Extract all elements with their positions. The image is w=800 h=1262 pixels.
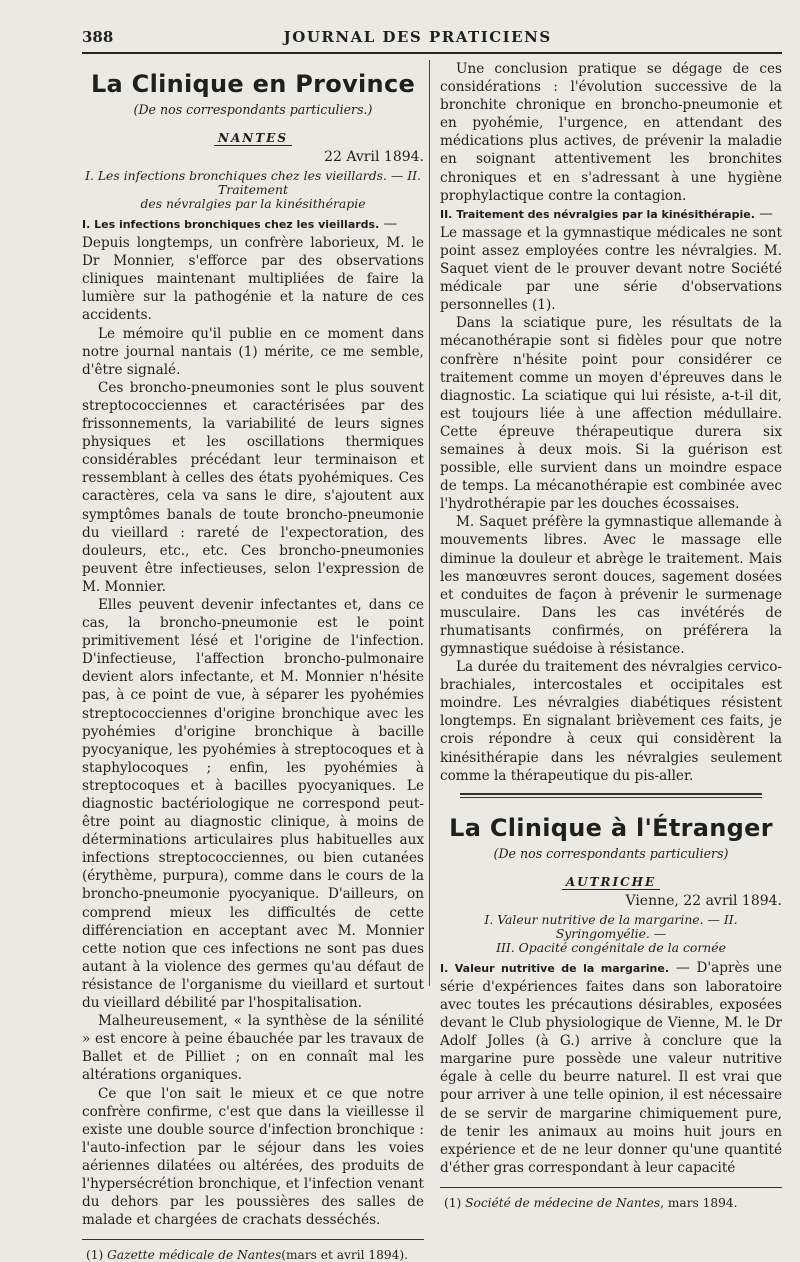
right-paragraph-4: M. Saquet préfère la gymnastique allemande à mouvements libres. Avec le massage elle diminue la douleur et abrège le traitement. Mais les manœuvres seront douces, sagement dosées et conduites de façon à prévenir le surmenage musculaire. Dans les cas invétérés de rhumatisants confirmés, on préférera la gymnastique suédoise à résistance. (440, 514, 782, 657)
left-dateline: 22 Avril 1894. (324, 149, 424, 165)
right-section-title: La Clinique à l'Étranger (449, 813, 773, 842)
left-footnote-rule (82, 1239, 424, 1240)
left-summary (82, 169, 424, 211)
right-section2-dash: — (754, 205, 773, 222)
right-section2-heading: II. Traitement des névralgies par la kinésithérapie. (440, 207, 755, 221)
right-summary-line-2: III. Opacité congénitale de la cornée (496, 939, 726, 955)
left-footnote-title: Gazette médicale de Nantes (107, 1248, 282, 1262)
right-paragraph-6 (440, 959, 782, 1177)
left-summary-line-1: I. Les infections bronchiques chez les vieillards. — II. Traitement (85, 168, 421, 197)
two-column-body (82, 54, 782, 1262)
left-paragraph-6: Ce que l'on sait le mieux et ce que notre confrère confirme, c'est que dans la vieillesse il existe une double source d'infection bronchique : l'auto-infection par le séjour dans les voies aériennes dilatées ou altérées, des produits de l'hypersécrétion bronchique, et l'infection venant du dehors par les poussières des salles de malade et chargées de crachats desséchés. (82, 1085, 424, 1229)
left-paragraph-4: Elles peuvent devenir infectantes et, dans ce cas, la broncho-pneumonie est le point primitivement lésé et l'origine de l'infection. D'infectieuse, l'affection broncho-pulmonaire devient alors infectante, et M. Monnier n'hésite pas, à ce point de vue, à séparer les pyohémies streptococciennes d'origine bronchique avec les pyohémies d'origine bronchique à bacille pyocyanique, les pyohémies à streptocoques et à staphylocoques ; enfin, les pyohémies à streptocoques et à bacilles pyocyaniques. Le diagnostic bactériologique ne correspond peut-être point au diagnostic clinique, à moins de déterminations articulaires plus habituelles aux infections streptococciennes, ou bien cutanées (érythème, purpura), comme dans le cours de la broncho-pneumonie pyocyanique. D'ailleurs, on comprend mieux les difficultés de cette différenciation en acceptant avec M. Monnier cette notion que ces infections ne sont pas dues autant à la violence des germes qu'au défaut de résistance de l'organisme du vieillard et surtout du vieillard débilité par l'hospitalisation. (82, 596, 424, 1012)
left-city-heading (82, 131, 424, 145)
left-footnote (82, 1248, 424, 1262)
left-column (82, 54, 424, 1262)
left-paragraph-3: Ces broncho-pneumonies sont le plus souvent streptococciennes et caractérisées par des frissonnements, la variabilité de leurs signes physiques et les oscillations thermiques considérables précédant leur terminaison et ressemblant à celles des états pyohémiques. Ces caractères, cela va sans le dire, s'ajoutent aux symptômes banals de toute broncho-pneumonie du vieillard : rareté de l'expectoration, des douleurs, etc., etc. Ces broncho-pneumonies peuvent être infectieuses, selon l'expression de M. Monnier. (82, 379, 424, 595)
left-paragraph-5: Malheureusement, « la synthèse de la sénilité » est encore à peine ébauchée par les travaux de Ballet et de Pilliet ; on en connaît mal les altérations organiques. (82, 1013, 424, 1084)
left-section1-dash: — (379, 216, 398, 232)
running-head (82, 28, 782, 54)
journal-title: JOURNAL DES PRATICIENS (283, 28, 552, 46)
left-section1-heading-line (82, 215, 424, 234)
left-section-subtitle: (De nos correspondants particuliers.) (133, 102, 373, 117)
right-footnote-title: Société de médecine de Nantes (465, 1195, 661, 1210)
right-summary (440, 913, 782, 955)
left-section-title: La Clinique en Province (90, 70, 416, 98)
right-paragraph-3: Dans la sciatique pure, les résultats de la mécanothérapie sont si fidèles pour que notre confrère n'hésite point pour considérer ce traitement comme un moyen d'épreuves dans le diagnostic. La sciatique qui lui résiste, a-t-il dit, est toujours liée à une affection médullaire. Cette épreuve thérapeutique durera six semaines à deux mois. Si la guérison est possible, elle survient dans un moindre espace de temps. La mécanothérapie est combinée avec l'hydrothérapie par les douches écossaises. (440, 315, 782, 513)
right-paragraph-5: La durée du traitement des névralgies cervico-brachiales, intercostales et occipitales est moindre. Les névralgies diabétiques résistent longtemps. En signalant brièvement ces faits, je crois répondre à ceux qui considèrent la kinésithérapie dans les névralgies seulement comme la thérapeutique du pis-aller. (440, 659, 782, 784)
right-footnote-number: (1) (444, 1195, 462, 1210)
right-dateline: Vienne, 22 avril 1894. (625, 892, 782, 909)
right-footnote-rest: , mars 1894. (660, 1195, 738, 1210)
page-number: 388 (82, 28, 114, 46)
right-section-subtitle: (De nos correspondants particuliers) (493, 845, 729, 861)
left-city-label: NANTES (214, 131, 292, 146)
right-section2-heading-line (440, 205, 782, 224)
left-section1-heading: I. Les infections bronchiques chez les vieillards. (82, 218, 380, 231)
column-rule (429, 60, 430, 986)
left-paragraph-1: Depuis longtemps, un confrère laborieux, M. le Dr Monnier, s'efforce par des observations cliniques maintenant multipliées de faire la lumière sur la pathogénie et la nature de ces accidents. (82, 235, 424, 324)
right-footnote (440, 1196, 782, 1210)
left-footnote-number: (1) (86, 1248, 104, 1262)
right-summary-line-1: I. Valeur nutritive de la margarine. — II. Syringomyélie. — (484, 911, 738, 941)
section-divider (460, 793, 762, 798)
right-column (440, 54, 782, 1210)
left-paragraph-2: Le mémoire qu'il publie en ce moment dans notre journal nantais (1) mérite, ce me semble, d'être signalé. (82, 325, 424, 378)
left-footnote-rest: (mars et avril 1894). (281, 1248, 409, 1262)
right-city-heading (440, 875, 782, 889)
right-paragraph-6-text: — D'après une série d'expériences faites dans son laboratoire avec toutes les précautions désirables, exposées devant le Club physiologique de Vienne, M. le Dr Adolf Jolles (à G.) arrive à conclure que la margarine pure possède une valeur nutritive égale à celle du beurre naturel. Il est vrai que pour arriver à une telle opinion, il est nécessaire de se servir de margarine chimiquement pure, de tenir les animaux au moins huit jours en expérience et de ne leur donner qu'une quantité d'éther gras correspondant à leur capacité (440, 959, 782, 1176)
right-paragraph-1: Une conclusion pratique se dégage de ces considérations : l'évolution successive de la bronchite chronique en broncho-pneumonie et en pyohémie, l'urgence, en attendant des médications plus actives, de prévenir la maladie en soignant attentivement les bronchites chroniques et en s'adressant à une hygiène prophylactique contre la contagion. (440, 61, 782, 204)
right-city-label: AUTRICHE (562, 875, 660, 890)
right-section3-heading: I. Valeur nutritive de la margarine. (440, 961, 669, 975)
right-paragraph-2: Le massage et la gymnastique médicales ne sont point assez employées contre les névralgies. M. Saquet vient de le prouver devant notre Société médicale par une série d'observations personnelles (1). (440, 224, 782, 314)
right-footnote-rule (440, 1187, 782, 1188)
left-summary-line-2: des névralgies par la kinésithérapie (140, 196, 366, 211)
